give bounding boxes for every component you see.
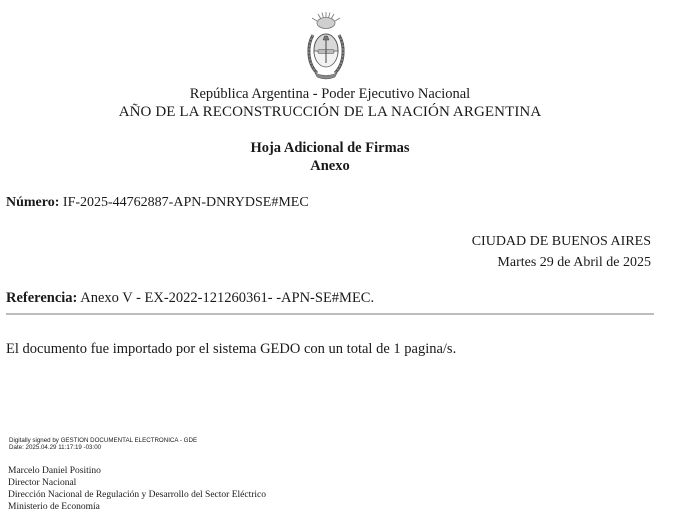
horizontal-divider <box>6 313 654 315</box>
signer-name: Marcelo Daniel Positino <box>8 466 101 476</box>
document-number-row <box>6 195 309 211</box>
header-year-motto: AÑO DE LA RECONSTRUCCIÓN DE LA NACIÓN ARGENTINA <box>118 104 542 120</box>
reference-value: Anexo V - EX-2022-121260361- -APN-SE#MEC. <box>80 290 375 306</box>
document-title: Hoja Adicional de Firmas <box>250 140 410 156</box>
signer-role: Director Nacional <box>8 478 77 488</box>
document-number-label: Número: <box>6 195 60 210</box>
reference-label: Referencia: <box>6 290 78 306</box>
body-paragraph: El documento fue importado por el sistema GEDO con un total de 1 pagina/s. <box>6 341 457 357</box>
header-government-line: República Argentina - Poder Ejecutivo Nacional <box>189 86 471 102</box>
signer-department: Dirección Nacional de Regulación y Desarrollo del Sector Eléctrico <box>8 490 266 500</box>
document-subtitle: Anexo <box>310 158 350 174</box>
document-number-value: IF-2025-44762887-APN-DNRYDSE#MEC <box>62 195 309 210</box>
reference-row <box>6 290 374 307</box>
document-date: Martes 29 de Abril de 2025 <box>497 255 651 270</box>
location-city: CIUDAD DE BUENOS AIRES <box>471 234 651 249</box>
digital-signature-date: Date: 2025.04.29 11:17:19 -03:00 <box>9 444 102 451</box>
signer-ministry: Ministerio de Economía <box>8 502 100 512</box>
digital-signature-line: Digitally signed by GESTION DOCUMENTAL ELECTRONICA - GDE <box>9 437 198 444</box>
argentina-coat-of-arms-icon <box>303 11 349 81</box>
